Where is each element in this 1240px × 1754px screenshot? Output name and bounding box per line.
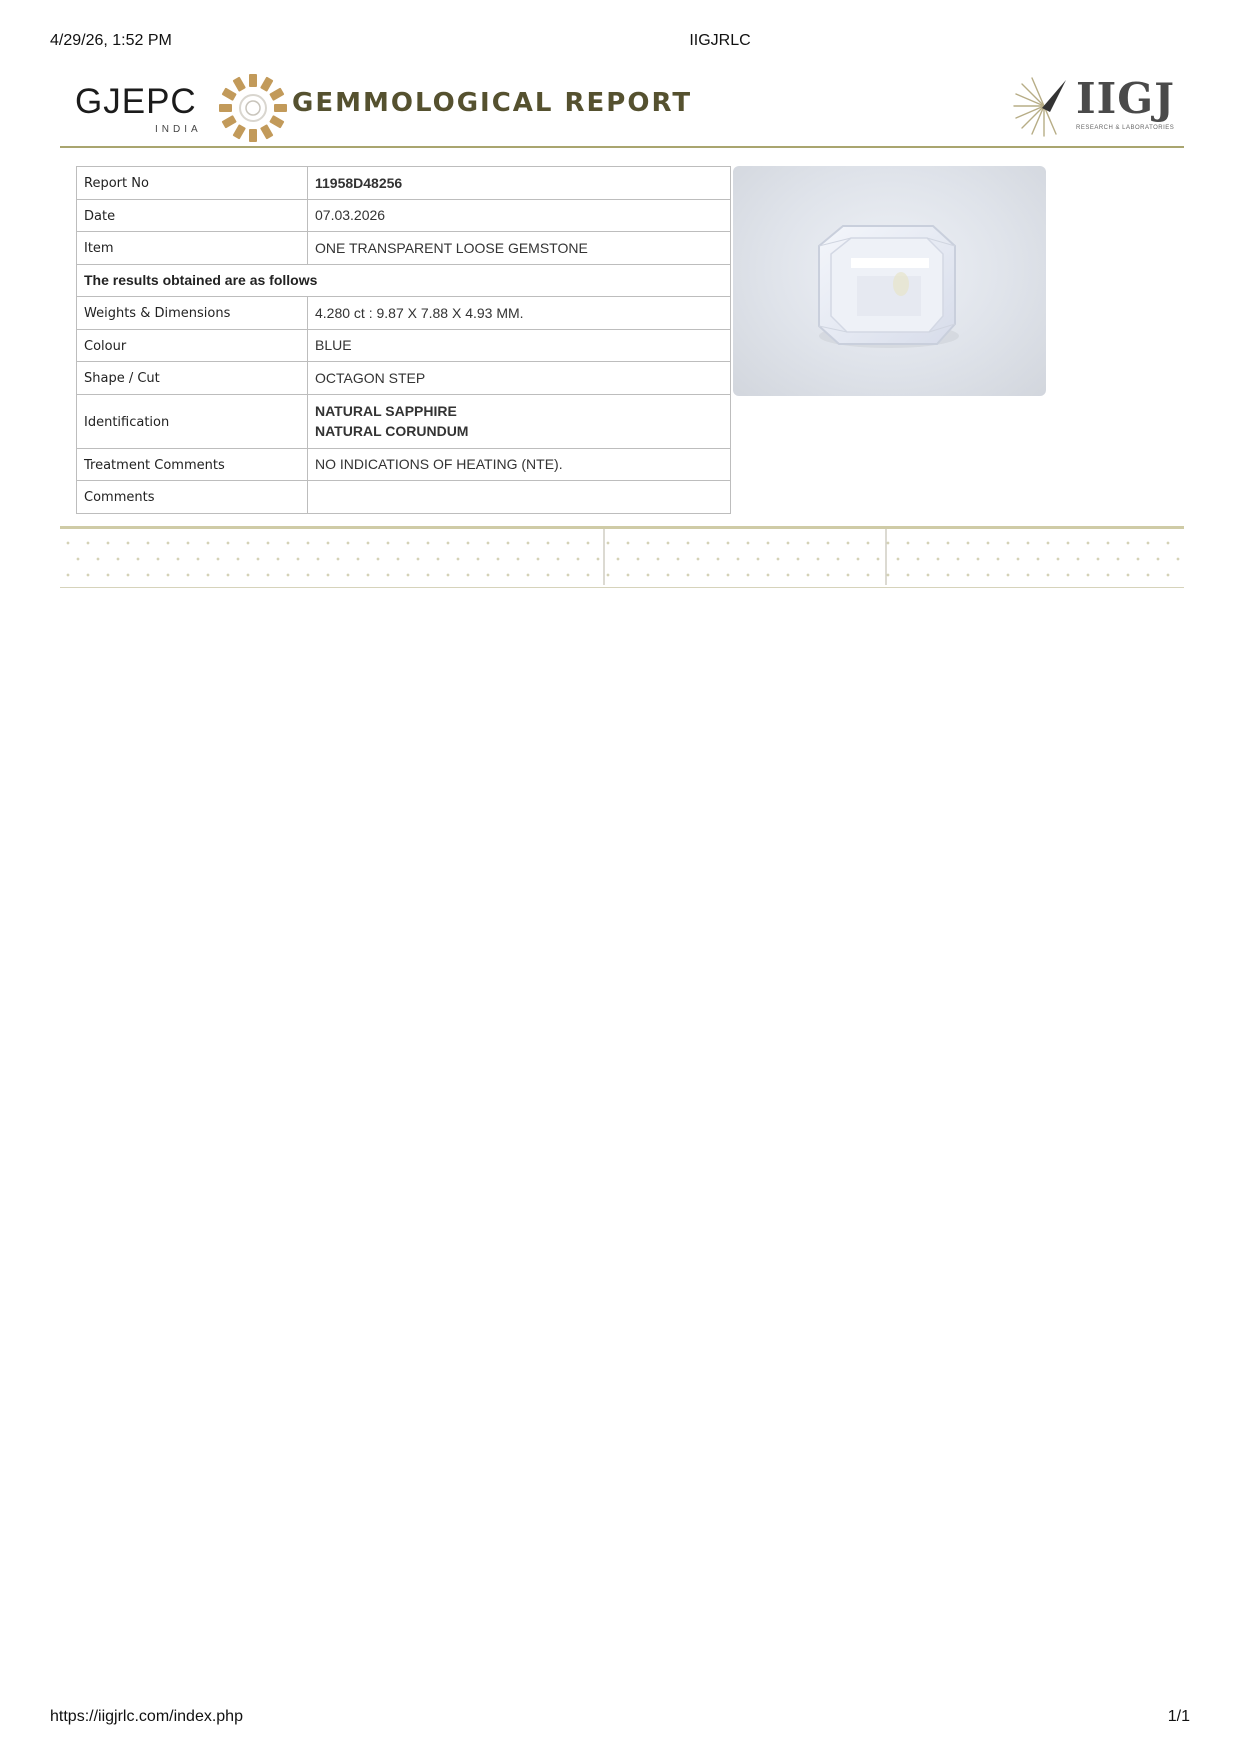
sparkle-icon: [606, 573, 610, 577]
sparkle-icon: [946, 573, 950, 577]
sparkle-icon: [106, 541, 110, 545]
sparkle-icon: [1076, 557, 1080, 561]
sparkle-icon: [196, 557, 200, 561]
treatment-label: Treatment Comments: [77, 448, 308, 481]
report-no-label: Report No: [77, 167, 308, 200]
sparkle-icon: [666, 541, 670, 545]
sparkle-icon: [66, 541, 70, 545]
sparkle-icon: [726, 573, 730, 577]
sparkle-icon: [736, 557, 740, 561]
results-heading: The results obtained are as follows: [77, 264, 731, 297]
sparkle-icon: [236, 557, 240, 561]
sparkle-icon: [1116, 557, 1120, 561]
sparkle-icon: [826, 541, 830, 545]
sparkle-icon: [746, 573, 750, 577]
sparkle-icon: [906, 541, 910, 545]
sparkle-icon: [316, 557, 320, 561]
sparkle-icon: [266, 573, 270, 577]
weights-label: Weights & Dimensions: [77, 297, 308, 330]
print-url: https://iigjrlc.com/index.php: [50, 1708, 243, 1725]
sparkle-icon: [816, 557, 820, 561]
sparkle-icon: [626, 541, 630, 545]
gjepc-logo-subtext: INDIA: [155, 124, 202, 135]
sparkle-icon: [546, 541, 550, 545]
sparkle-icon: [96, 557, 100, 561]
identification-value: [308, 394, 731, 448]
table-row-item: [77, 232, 731, 265]
sparkle-icon: [446, 573, 450, 577]
sparkle-icon: [1146, 573, 1150, 577]
sparkle-icon: [646, 573, 650, 577]
table-row-shape: [77, 362, 731, 395]
table-row-colour: [77, 329, 731, 362]
sparkle-icon: [306, 573, 310, 577]
sparkle-icon: [1096, 557, 1100, 561]
sparkle-icon: [836, 557, 840, 561]
sparkle-icon: [766, 573, 770, 577]
gemstone-photo: [733, 166, 1046, 396]
sparkle-icon: [1126, 573, 1130, 577]
identification-line-2: NATURAL CORUNDUM: [315, 423, 469, 439]
sparkle-icon: [966, 541, 970, 545]
sparkle-icon: [246, 573, 250, 577]
sparkle-icon: [406, 541, 410, 545]
sparkle-icon: [1066, 541, 1070, 545]
sparkle-icon: [966, 573, 970, 577]
gjepc-logo: [75, 74, 325, 144]
comments-value: [308, 481, 731, 514]
sparkle-icon: [846, 541, 850, 545]
sparkle-icon: [346, 541, 350, 545]
sparkle-icon: [1106, 573, 1110, 577]
identification-line-1: NATURAL SAPPHIRE: [315, 403, 457, 419]
sparkle-icon: [686, 573, 690, 577]
sparkle-icon: [846, 573, 850, 577]
sparkle-icon: [1136, 557, 1140, 561]
gemstone-illustration: [733, 166, 1046, 396]
sparkle-icon: [136, 557, 140, 561]
sparkle-icon: [386, 541, 390, 545]
sparkle-icon: [386, 573, 390, 577]
date-label: Date: [77, 199, 308, 232]
identification-label: Identification: [77, 394, 308, 448]
sparkle-icon: [626, 573, 630, 577]
sparkle-icon: [326, 541, 330, 545]
sparkle-icon: [536, 557, 540, 561]
sparkle-icon: [1026, 541, 1030, 545]
sparkle-icon: [1106, 541, 1110, 545]
item-value: ONE TRANSPARENT LOOSE GEMSTONE: [308, 232, 731, 265]
sparkle-icon: [266, 541, 270, 545]
sparkle-icon: [866, 541, 870, 545]
sparkle-icon: [986, 573, 990, 577]
sparkle-icon: [366, 541, 370, 545]
gjepc-logo-text: GJEPC: [75, 82, 197, 121]
sparkle-icon: [1066, 573, 1070, 577]
iigj-starburst-icon: [1004, 72, 1072, 140]
item-label: Item: [77, 232, 308, 265]
colour-value: BLUE: [308, 329, 731, 362]
shape-label: Shape / Cut: [77, 362, 308, 395]
sparkle-icon: [466, 541, 470, 545]
sparkle-icon: [806, 541, 810, 545]
sparkle-icon: [826, 573, 830, 577]
sparkle-icon: [1036, 557, 1040, 561]
sparkle-icon: [696, 557, 700, 561]
shape-value: OCTAGON STEP: [308, 362, 731, 395]
sparkle-icon: [786, 573, 790, 577]
colour-label: Colour: [77, 329, 308, 362]
sparkle-icon: [146, 573, 150, 577]
sparkle-icon: [786, 541, 790, 545]
sparkle-icon: [656, 557, 660, 561]
sparkle-icon: [286, 573, 290, 577]
sparkle-icon: [1016, 557, 1020, 561]
sparkle-icon: [296, 557, 300, 561]
table-row-report-no: [77, 167, 731, 200]
sparkle-icon: [876, 557, 880, 561]
page-title: GEMMOLOGICAL REPORT: [292, 88, 693, 118]
sparkle-icon: [746, 541, 750, 545]
sparkle-icon: [466, 573, 470, 577]
sparkle-icon: [776, 557, 780, 561]
sparkle-icon: [706, 541, 710, 545]
sparkle-icon: [716, 557, 720, 561]
sparkle-icon: [566, 573, 570, 577]
sparkle-icon: [526, 541, 530, 545]
sparkle-icon: [76, 557, 80, 561]
sparkle-icon: [306, 541, 310, 545]
sparkle-icon: [166, 573, 170, 577]
sparkle-icon: [366, 573, 370, 577]
date-value: 07.03.2026: [308, 199, 731, 232]
sparkle-icon: [226, 541, 230, 545]
sparkle-icon: [1156, 557, 1160, 561]
sparkle-icon: [376, 557, 380, 561]
sparkle-icon: [956, 557, 960, 561]
sparkle-icon: [1176, 557, 1180, 561]
sparkle-icon: [426, 573, 430, 577]
sparkle-icon: [1086, 573, 1090, 577]
sparkle-icon: [1006, 541, 1010, 545]
sparkle-icon: [486, 573, 490, 577]
sparkle-icon: [226, 573, 230, 577]
sparkle-icon: [546, 573, 550, 577]
sparkle-icon: [206, 573, 210, 577]
sparkle-icon: [646, 541, 650, 545]
sparkle-icon: [886, 541, 890, 545]
sparkle-icon: [1126, 541, 1130, 545]
sparkle-icon: [936, 557, 940, 561]
sparkle-icon: [1086, 541, 1090, 545]
report-details-table: [76, 166, 731, 514]
sparkle-icon: [796, 557, 800, 561]
table-row-identification: [77, 394, 731, 448]
sparkle-icon: [566, 541, 570, 545]
sparkle-icon: [126, 541, 130, 545]
report-header: [60, 62, 1184, 148]
report-no-value: 11958D48256: [308, 167, 731, 200]
table-row-weights: [77, 297, 731, 330]
table-row-comments: [77, 481, 731, 514]
sparkle-icon: [686, 541, 690, 545]
sparkle-pattern: [60, 529, 1184, 585]
sparkle-icon: [576, 557, 580, 561]
sparkle-icon: [756, 557, 760, 561]
print-page-title: IIGJRLC: [689, 32, 751, 49]
sparkle-icon: [666, 573, 670, 577]
sparkle-icon: [106, 573, 110, 577]
sparkle-icon: [436, 557, 440, 561]
treatment-value: NO INDICATIONS OF HEATING (NTE).: [308, 448, 731, 481]
gjepc-sunburst-icon: [218, 73, 288, 143]
sparkle-icon: [886, 573, 890, 577]
sparkle-icon: [116, 557, 120, 561]
sparkle-icon: [476, 557, 480, 561]
sparkle-icon: [126, 573, 130, 577]
sparkle-icon: [186, 573, 190, 577]
sparkle-icon: [276, 557, 280, 561]
sparkle-icon: [1146, 541, 1150, 545]
sparkle-icon: [246, 541, 250, 545]
sparkle-icon: [166, 541, 170, 545]
sparkle-icon: [586, 573, 590, 577]
sparkle-icon: [286, 541, 290, 545]
sparkle-icon: [996, 557, 1000, 561]
sparkle-icon: [906, 573, 910, 577]
sparkle-icon: [256, 557, 260, 561]
sparkle-icon: [206, 541, 210, 545]
sparkle-icon: [676, 557, 680, 561]
sparkle-icon: [556, 557, 560, 561]
sparkle-icon: [586, 541, 590, 545]
sparkle-icon: [146, 541, 150, 545]
sparkle-icon: [416, 557, 420, 561]
iigj-logo: [1004, 70, 1174, 142]
sparkle-icon: [596, 557, 600, 561]
sparkle-icon: [506, 541, 510, 545]
sparkle-icon: [456, 557, 460, 561]
sparkle-icon: [66, 573, 70, 577]
sparkle-icon: [766, 541, 770, 545]
sparkle-icon: [1026, 573, 1030, 577]
sparkle-icon: [976, 557, 980, 561]
sparkle-icon: [406, 573, 410, 577]
sparkle-icon: [606, 541, 610, 545]
sparkle-icon: [446, 541, 450, 545]
sparkle-icon: [916, 557, 920, 561]
sparkle-icon: [1056, 557, 1060, 561]
sparkle-icon: [726, 541, 730, 545]
sparkle-icon: [926, 573, 930, 577]
sparkle-icon: [1046, 541, 1050, 545]
sparkle-icon: [866, 573, 870, 577]
iigj-logo-subtext: RESEARCH & LABORATORIES: [1076, 125, 1175, 131]
sparkle-icon: [896, 557, 900, 561]
sparkle-icon: [356, 557, 360, 561]
sparkle-icon: [806, 573, 810, 577]
sparkle-icon: [156, 557, 160, 561]
sparkle-icon: [926, 541, 930, 545]
sparkle-icon: [336, 557, 340, 561]
decorative-sparkle-band: [60, 526, 1184, 588]
sparkle-icon: [426, 541, 430, 545]
sparkle-icon: [186, 541, 190, 545]
sparkle-icon: [636, 557, 640, 561]
sparkle-icon: [486, 541, 490, 545]
sparkle-icon: [216, 557, 220, 561]
sparkle-icon: [1006, 573, 1010, 577]
sparkle-icon: [946, 541, 950, 545]
sparkle-icon: [1166, 573, 1170, 577]
sparkle-icon: [396, 557, 400, 561]
sparkle-icon: [176, 557, 180, 561]
comments-label: Comments: [77, 481, 308, 514]
weights-value: 4.280 ct : 9.87 X 7.88 X 4.93 MM.: [308, 297, 731, 330]
table-row-results-heading: [77, 264, 731, 297]
sparkle-icon: [516, 557, 520, 561]
sparkle-icon: [616, 557, 620, 561]
sparkle-icon: [326, 573, 330, 577]
sparkle-icon: [496, 557, 500, 561]
table-row-date: [77, 199, 731, 232]
sparkle-icon: [506, 573, 510, 577]
print-datetime: 4/29/26, 1:52 PM: [50, 32, 172, 49]
sparkle-icon: [86, 573, 90, 577]
sparkle-icon: [986, 541, 990, 545]
iigj-logo-text: IIGJ: [1076, 74, 1176, 123]
table-row-treatment: [77, 448, 731, 481]
sparkle-icon: [86, 541, 90, 545]
sparkle-icon: [706, 573, 710, 577]
print-page-number: 1/1: [1167, 1708, 1190, 1725]
sparkle-icon: [526, 573, 530, 577]
sparkle-icon: [1046, 573, 1050, 577]
sparkle-icon: [1166, 541, 1170, 545]
sparkle-icon: [856, 557, 860, 561]
sparkle-icon: [346, 573, 350, 577]
